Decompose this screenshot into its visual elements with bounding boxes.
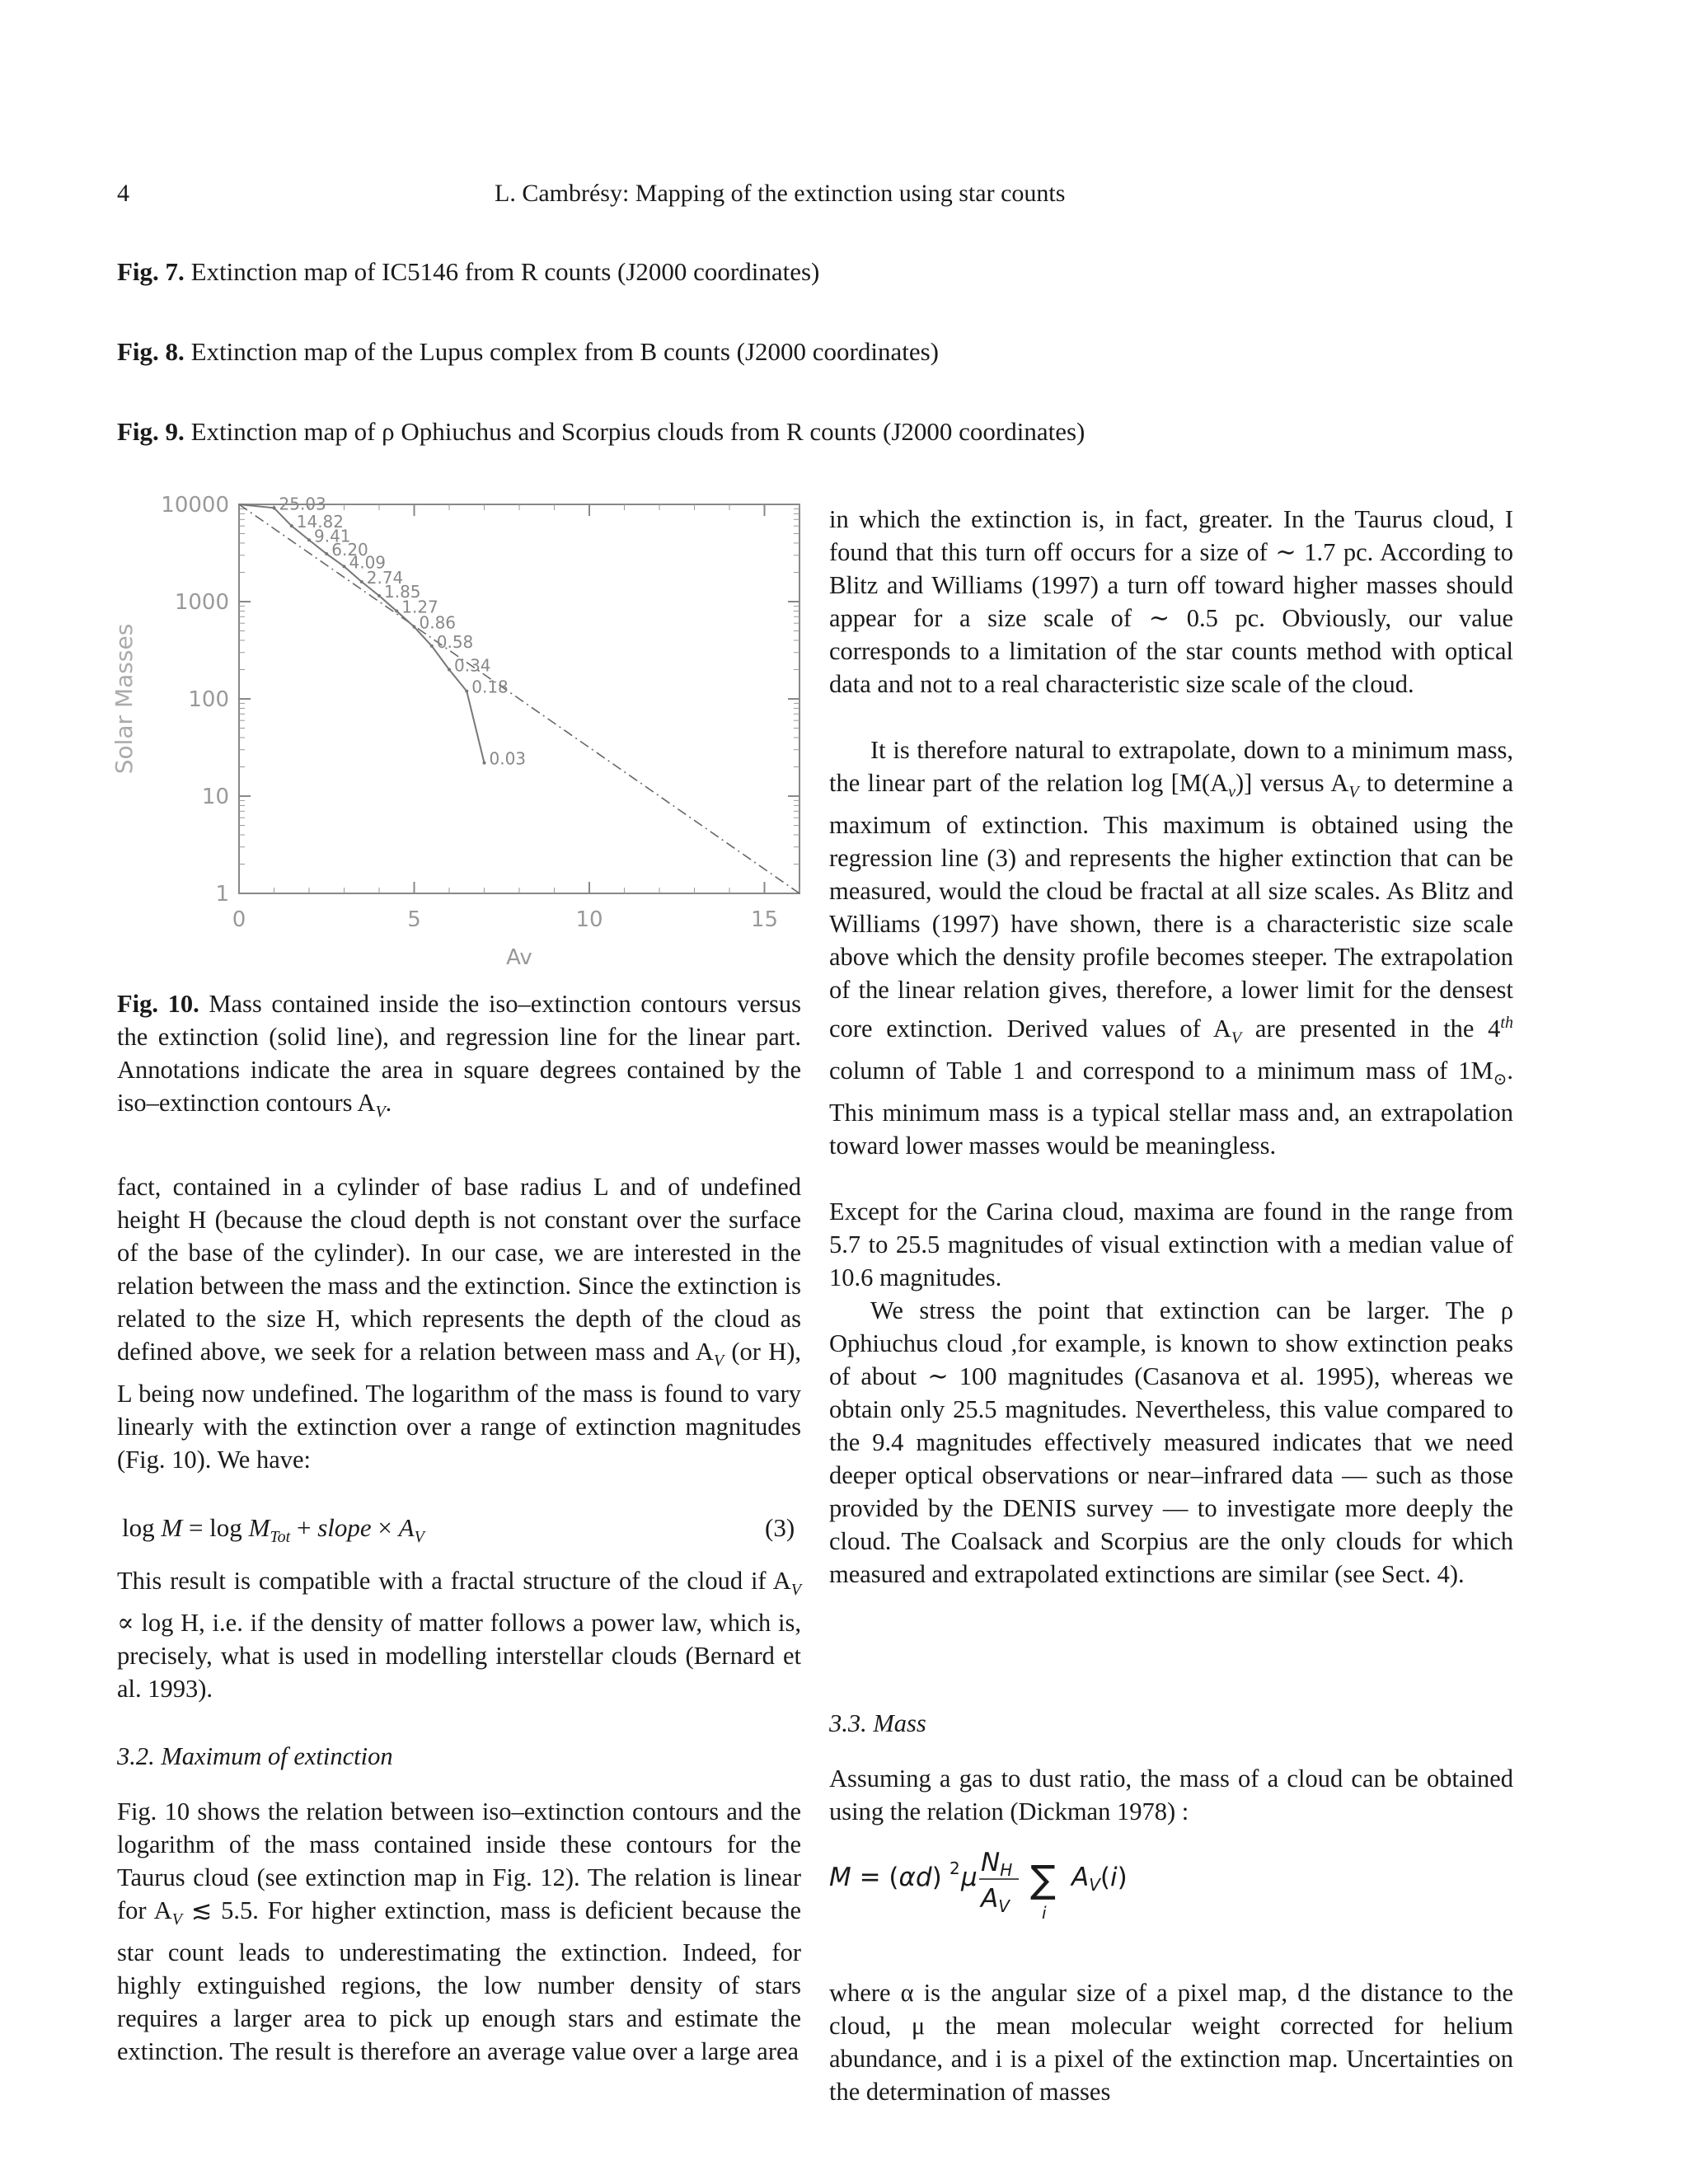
data-point-label: 25.03 (279, 494, 326, 514)
right-para-2b: )] versus A (1236, 769, 1349, 797)
fig10-caption: Fig. 10. Mass contained inside the iso–extinction contours versus the extinction (solid line), and regression line for the linear part. Annotations indicate the area in square degrees contained by the iso–extinction contours $A_V$. (117, 990, 802, 1122)
y-tick-label: 1000 (174, 590, 229, 615)
y-tick-label: 100 (188, 687, 229, 712)
data-point-label: 0.58 (436, 631, 474, 652)
data-point-label: 1.27 (401, 597, 438, 617)
fig10-label: Fig. 10. (117, 990, 199, 1018)
right-para-6-text: where α is the angular size of a pixel map, d the distance to the cloud, μ the mean molecular weight corrected for helium abundance, and i is a pixel of the extinction map. Uncertainties on the determination of masses (829, 1979, 1513, 2106)
x-axis-label: Av (506, 945, 532, 970)
left-para-1: fact, contained in a cylinder of base radius L and of undefined height H (because the cloud depth is not constant over the surface of the base of the cylinder). In our case, we are interested in the relation between the mass and the extinction. Since the extinction is related to the size H, which represents the depth of the cloud as defined above, we seek for a relation between mass and $A_V$ (or H), L being now undefined. The logarithm of the mass is found to vary linearly with the extinction over a range of extinction magnitudes (Fig. 10). We have: (117, 1173, 801, 1474)
right-para-2d: are presented in the 4 (1241, 1015, 1501, 1043)
data-point (413, 626, 416, 629)
right-para-2e: column of Table 1 and correspond to a minimum mass of 1M (829, 1057, 1493, 1085)
x-tick-label: 5 (407, 907, 421, 932)
svg-text:NH: NH (981, 1848, 1013, 1880)
fig7-text: Extinction map of IC5146 from R counts (J2000 coordinates) (190, 257, 820, 286)
fig8-caption (117, 337, 939, 367)
svg-text:∑: ∑ (1030, 1857, 1056, 1901)
fig8-label: Fig. 8. (117, 337, 185, 366)
fig8-text: Extinction map of the Lupus complex from B counts (J2000 coordinates) (190, 337, 939, 366)
data-point (395, 609, 398, 612)
equation-3: $\log M = \log M_{Tot}$ + slope × $A_V$ (122, 1513, 424, 1547)
figure10-chart (107, 494, 808, 972)
data-point-label: 0.34 (454, 655, 491, 676)
y-axis-label: Solar Masses (110, 623, 138, 775)
data-point-label: 1.85 (384, 581, 421, 602)
y-tick-label: 10 (201, 785, 229, 809)
svg-text:i: i (1042, 1903, 1047, 1923)
data-point-label: 4.09 (349, 552, 387, 573)
equation-3-number: (3) (765, 1513, 795, 1542)
y-tick-label: 1 (215, 882, 229, 907)
data-point (483, 762, 486, 765)
mass-equation (829, 1828, 1175, 1927)
fig7-label: Fig. 7. (117, 257, 185, 286)
data-point (448, 668, 451, 671)
left-para-3: Fig. 10 shows the relation between iso–extinction contours and the logarithm of the mass contained inside these contours for the Taurus cloud (see extinction map in Fig. 12). The relation is linear for $A_V$ ≲ 5.5. For higher extinction, mass is deficient because the star count leads to underestimating the extinction. Indeed, for highly extinguished regions, the low number density of stars requires a larger area to pick up enough stars and estimate the extinction. The result is therefore an average value over a large area (117, 1797, 801, 2066)
data-point (343, 565, 346, 568)
fig9-caption (117, 417, 1085, 447)
fig9-label: Fig. 9. (117, 417, 185, 446)
right-para-3-text: Except for the Carina cloud, maxima are found in the range from 5.7 to 25.5 magnitudes of visual extinction with a median value of 10.6 magnitudes. (829, 1197, 1513, 1291)
running-title: L. Cambrésy: Mapping of the extinction using star counts (495, 180, 1066, 207)
right-para-2a: It is therefore natural to extrapolate, down to a minimum mass, the linear part of the relation log [M(A (829, 736, 1513, 797)
section-3-3-heading: 3.3. Mass (829, 1709, 926, 1737)
data-point-label: 0.86 (419, 612, 457, 633)
right-para-4-text: We stress the point that extinction can be larger. The ρ Ophiuchus cloud ,for example, is known to show extinction peaks of about ∼ 100 magnitudes (Casanova et al. 1995), whereas we obtain only 25.5 magnitudes. Nevertheless, this value compared to the 9.4 magnitudes effectively measured indicates that we need deeper optical observations or near–infrared data — such as those provided by the DENIS survey — to investigate more deeply the cloud. The Coalsack and Scorpius are the only clouds for which measured and extrapolated extinctions are similar (see Sect. 4). (829, 1296, 1513, 1588)
left-para-2: This result is compatible with a fractal structure of the cloud if $A_V \propto \log H$, i.e. if the density of matter follows a power law, which is, precisely, what is used in modelling interstellar clouds (Bernard et al. 1993). (117, 1567, 801, 1704)
section-3-2-heading: 3.2. Maximum of extinction (117, 1742, 393, 1770)
right-para-6 (829, 1976, 1513, 2108)
right-para-4 (829, 1294, 1513, 1591)
data-point (307, 538, 311, 541)
right-para-1 (829, 503, 1513, 701)
x-tick-label: 10 (575, 907, 603, 932)
right-para-2f: . This minimum mass is a typical stellar mass and, an extrapolation toward lower masses would be meaningless. (829, 1057, 1513, 1160)
data-point (290, 524, 293, 527)
data-point (465, 690, 468, 693)
fig9-text: Extinction map of ρ Ophiuchus and Scorpius clouds from R counts (J2000 coordinates) (190, 417, 1085, 446)
right-para-5 (829, 1762, 1513, 1828)
data-point-label: 6.20 (331, 540, 368, 560)
svg-text:AV: AV (981, 1884, 1010, 1916)
data-point-label: 9.41 (314, 526, 351, 546)
data-point-label: 2.74 (366, 567, 404, 588)
right-para-5-text: Assuming a gas to dust ratio, the mass of a cloud can be obtained using the relation (Dickman 1978) : (829, 1765, 1513, 1825)
data-point (325, 552, 328, 555)
data-point-label: 0.18 (471, 677, 509, 697)
left-para-3b-text: ≲ 5.5. For higher extinction, mass is deficient because the star count leads to underestimating the extinction. Indeed, for highly extinguished regions, the low number density of stars requires a larger area to pick up enough stars and estimate the extinction. The result is therefore an average value over a large area (117, 1896, 801, 2066)
page-number: 4 (117, 180, 129, 207)
data-point-label: 0.03 (489, 748, 527, 769)
fig10-text: Mass contained inside the iso–extinction contours versus the extinction (solid line), and regression line for the linear part. Annotations indicate the area in square degrees contained by the iso–extinction contours A (117, 990, 802, 1117)
regression-line (239, 504, 799, 893)
left-para-1-text: fact, contained in a cylinder of base radius L and of undefined height H (because the cloud depth is not constant over the surface of the base of the cylinder). In our case, we are interested in the relation between the mass and the extinction. Since the extinction is related to the size H, which represents the depth of the cloud as defined above, we seek for a relation between mass and A (117, 1173, 801, 1366)
y-tick-label: 10000 (161, 494, 229, 518)
data-point (377, 594, 381, 598)
right-para-1-text: in which the extinction is, in fact, greater. In the Taurus cloud, I found that this turn off occurs for a size of ∼ 1.7 pc. According to Blitz and Williams (1997) a turn off toward higher masses should appear for a size scale of ∼ 0.5 pc. Obviously, our value corresponds to a limitation of the star counts method with optical data and not to a real characteristic size scale of the cloud. (829, 505, 1513, 698)
fig7-caption (117, 257, 819, 287)
right-para-2: It is therefore natural to extrapolate, down to a minimum mass, the linear part of the relation $\log [M(A_v)]$ versus $A_V$ to determine a maximum of extinction. This maximum is obtained using the regression line (3) and represents the higher extinction that can be measured, would the cloud be fractal at all size scales. As Blitz and Williams (1997) have shown, there is a characteristic size scale above which the density profile becomes steeper. The extrapolation of the linear relation gives, therefore, a lower limit for the densest core extinction. Derived values of $A_V$ are presented in the 4th column of Table 1 and correspond to a minimum mass of $1M_⊙$. This minimum mass is a typical stellar mass and, an extrapolation toward lower masses would be meaningless. (829, 736, 1514, 1160)
svg-text:M = (αd): M = (αd) (829, 1863, 942, 1892)
svg-text:AV(i): AV(i) (1071, 1863, 1128, 1895)
x-tick-label: 15 (750, 907, 779, 932)
data-point (273, 506, 276, 509)
right-para-2c: to determine a maximum of extinction. This maximum is obtained using the regression line (3) and represents the higher extinction that can be measured, would the cloud be fractal at all size scales. As Blitz and Williams (1997) have shown, there is a characteristic size scale above which the density profile becomes steeper. The extrapolation of the linear relation gives, therefore, a lower limit for the densest core extinction. Derived values of A (829, 769, 1514, 1043)
right-para-3 (829, 1195, 1513, 1294)
data-point (430, 644, 434, 648)
left-para-1b-text: (or H), L being now undefined. The logarithm of the mass is found to vary linearly with the extinction over a range of extinction magnitudes (Fig. 10). We have: (117, 1338, 801, 1474)
data-point-label: 14.82 (296, 512, 345, 532)
svg-text:2: 2 (950, 1858, 960, 1878)
left-para-3-text: Fig. 10 shows the relation between iso–extinction contours and the logarithm of the mass contained inside these contours for the Taurus cloud (see extinction map in Fig. 12). The relation is linear for A (117, 1797, 801, 1924)
left-para-2b-text: ∝ log H, i.e. if the density of matter follows a power law, which is, precisely, what is used in modelling interstellar clouds (Bernard et al. 1993). (117, 1609, 801, 1704)
data-point (360, 580, 363, 583)
svg-text:μ: μ (961, 1863, 978, 1892)
x-tick-label: 0 (232, 907, 246, 932)
left-para-2-text: This result is compatible with a fractal structure of the cloud if A (117, 1567, 791, 1595)
